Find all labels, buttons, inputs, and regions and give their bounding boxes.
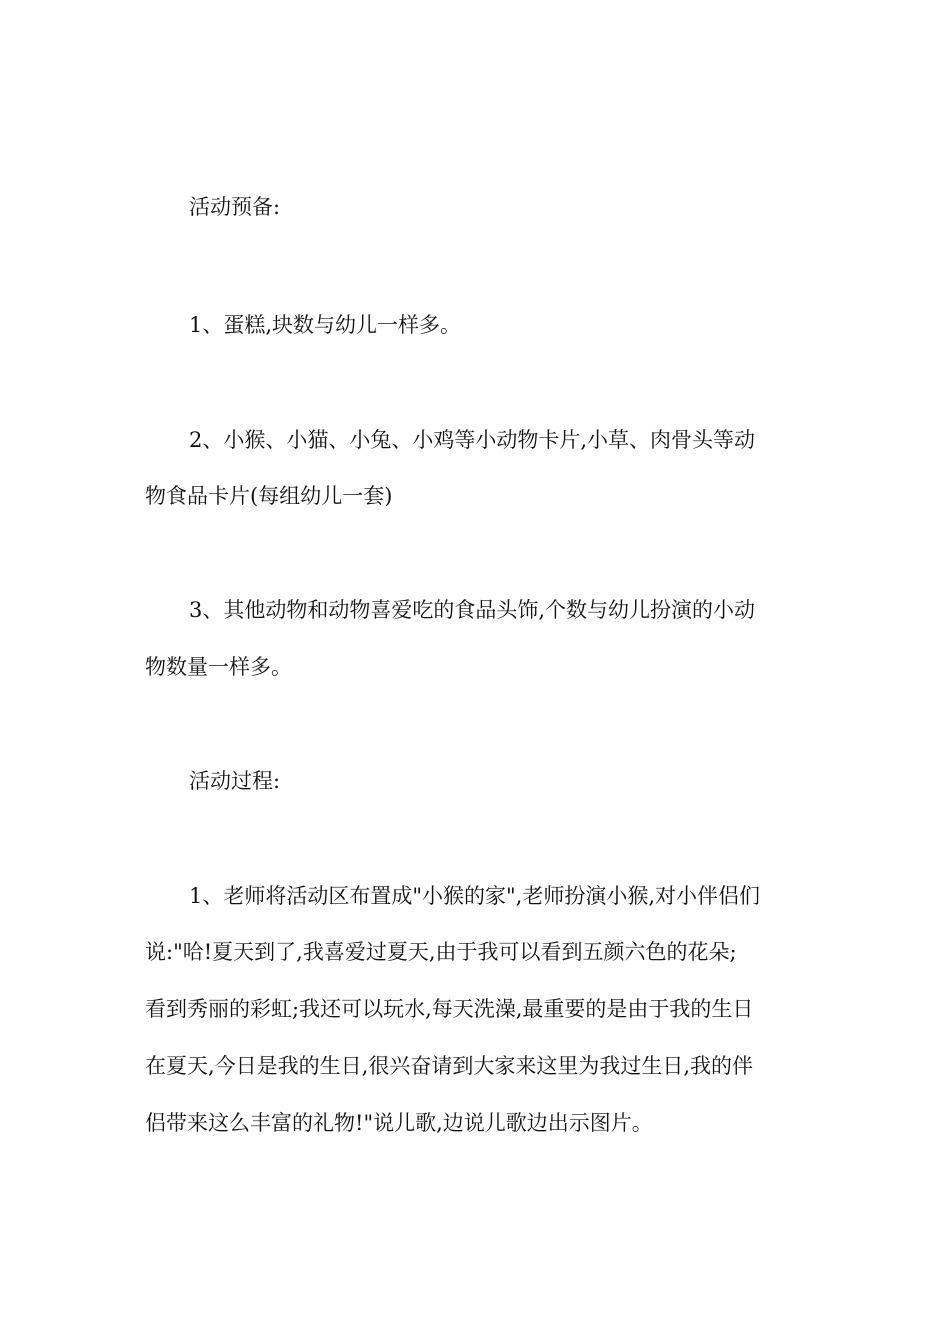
process-heading: 活动过程: [189, 769, 281, 793]
process-item-1-line-2: 说:"哈!夏天到了,我喜爱过夏天,由于我可以看到五颜六色的花朵; [145, 940, 737, 964]
process-item-1-line-3: 看到秀丽的彩虹;我还可以玩水,每天洗澡,最重要的是由于我的生日 [145, 997, 754, 1021]
process-item-1-line-1: 1、老师将活动区布置成"小猴的家",老师扮演小猴,对小伴侣们 [189, 884, 761, 908]
process-item-1-line-4: 在夏天,今日是我的生日,很兴奋请到大家来这里为我过生日,我的伴 [145, 1054, 754, 1078]
prep-item-1: 1、蛋糕,块数与幼儿一样多。 [189, 313, 462, 337]
process-item-1-line-5: 侣带来这么丰富的礼物!"说儿歌,边说儿歌边出示图片。 [145, 1111, 653, 1135]
prep-item-2-line-1: 2、小猴、小猫、小兔、小鸡等小动物卡片,小草、肉骨头等动 [189, 428, 756, 452]
prep-item-2-line-2: 物食品卡片(每组幼儿一套) [145, 484, 393, 508]
prep-item-3-line-1: 3、其他动物和动物喜爱吃的食品头饰,个数与幼儿扮演的小动 [189, 598, 756, 622]
prep-item-3-line-2: 物数量一样多。 [145, 655, 292, 679]
prep-heading: 活动预备: [189, 195, 281, 219]
